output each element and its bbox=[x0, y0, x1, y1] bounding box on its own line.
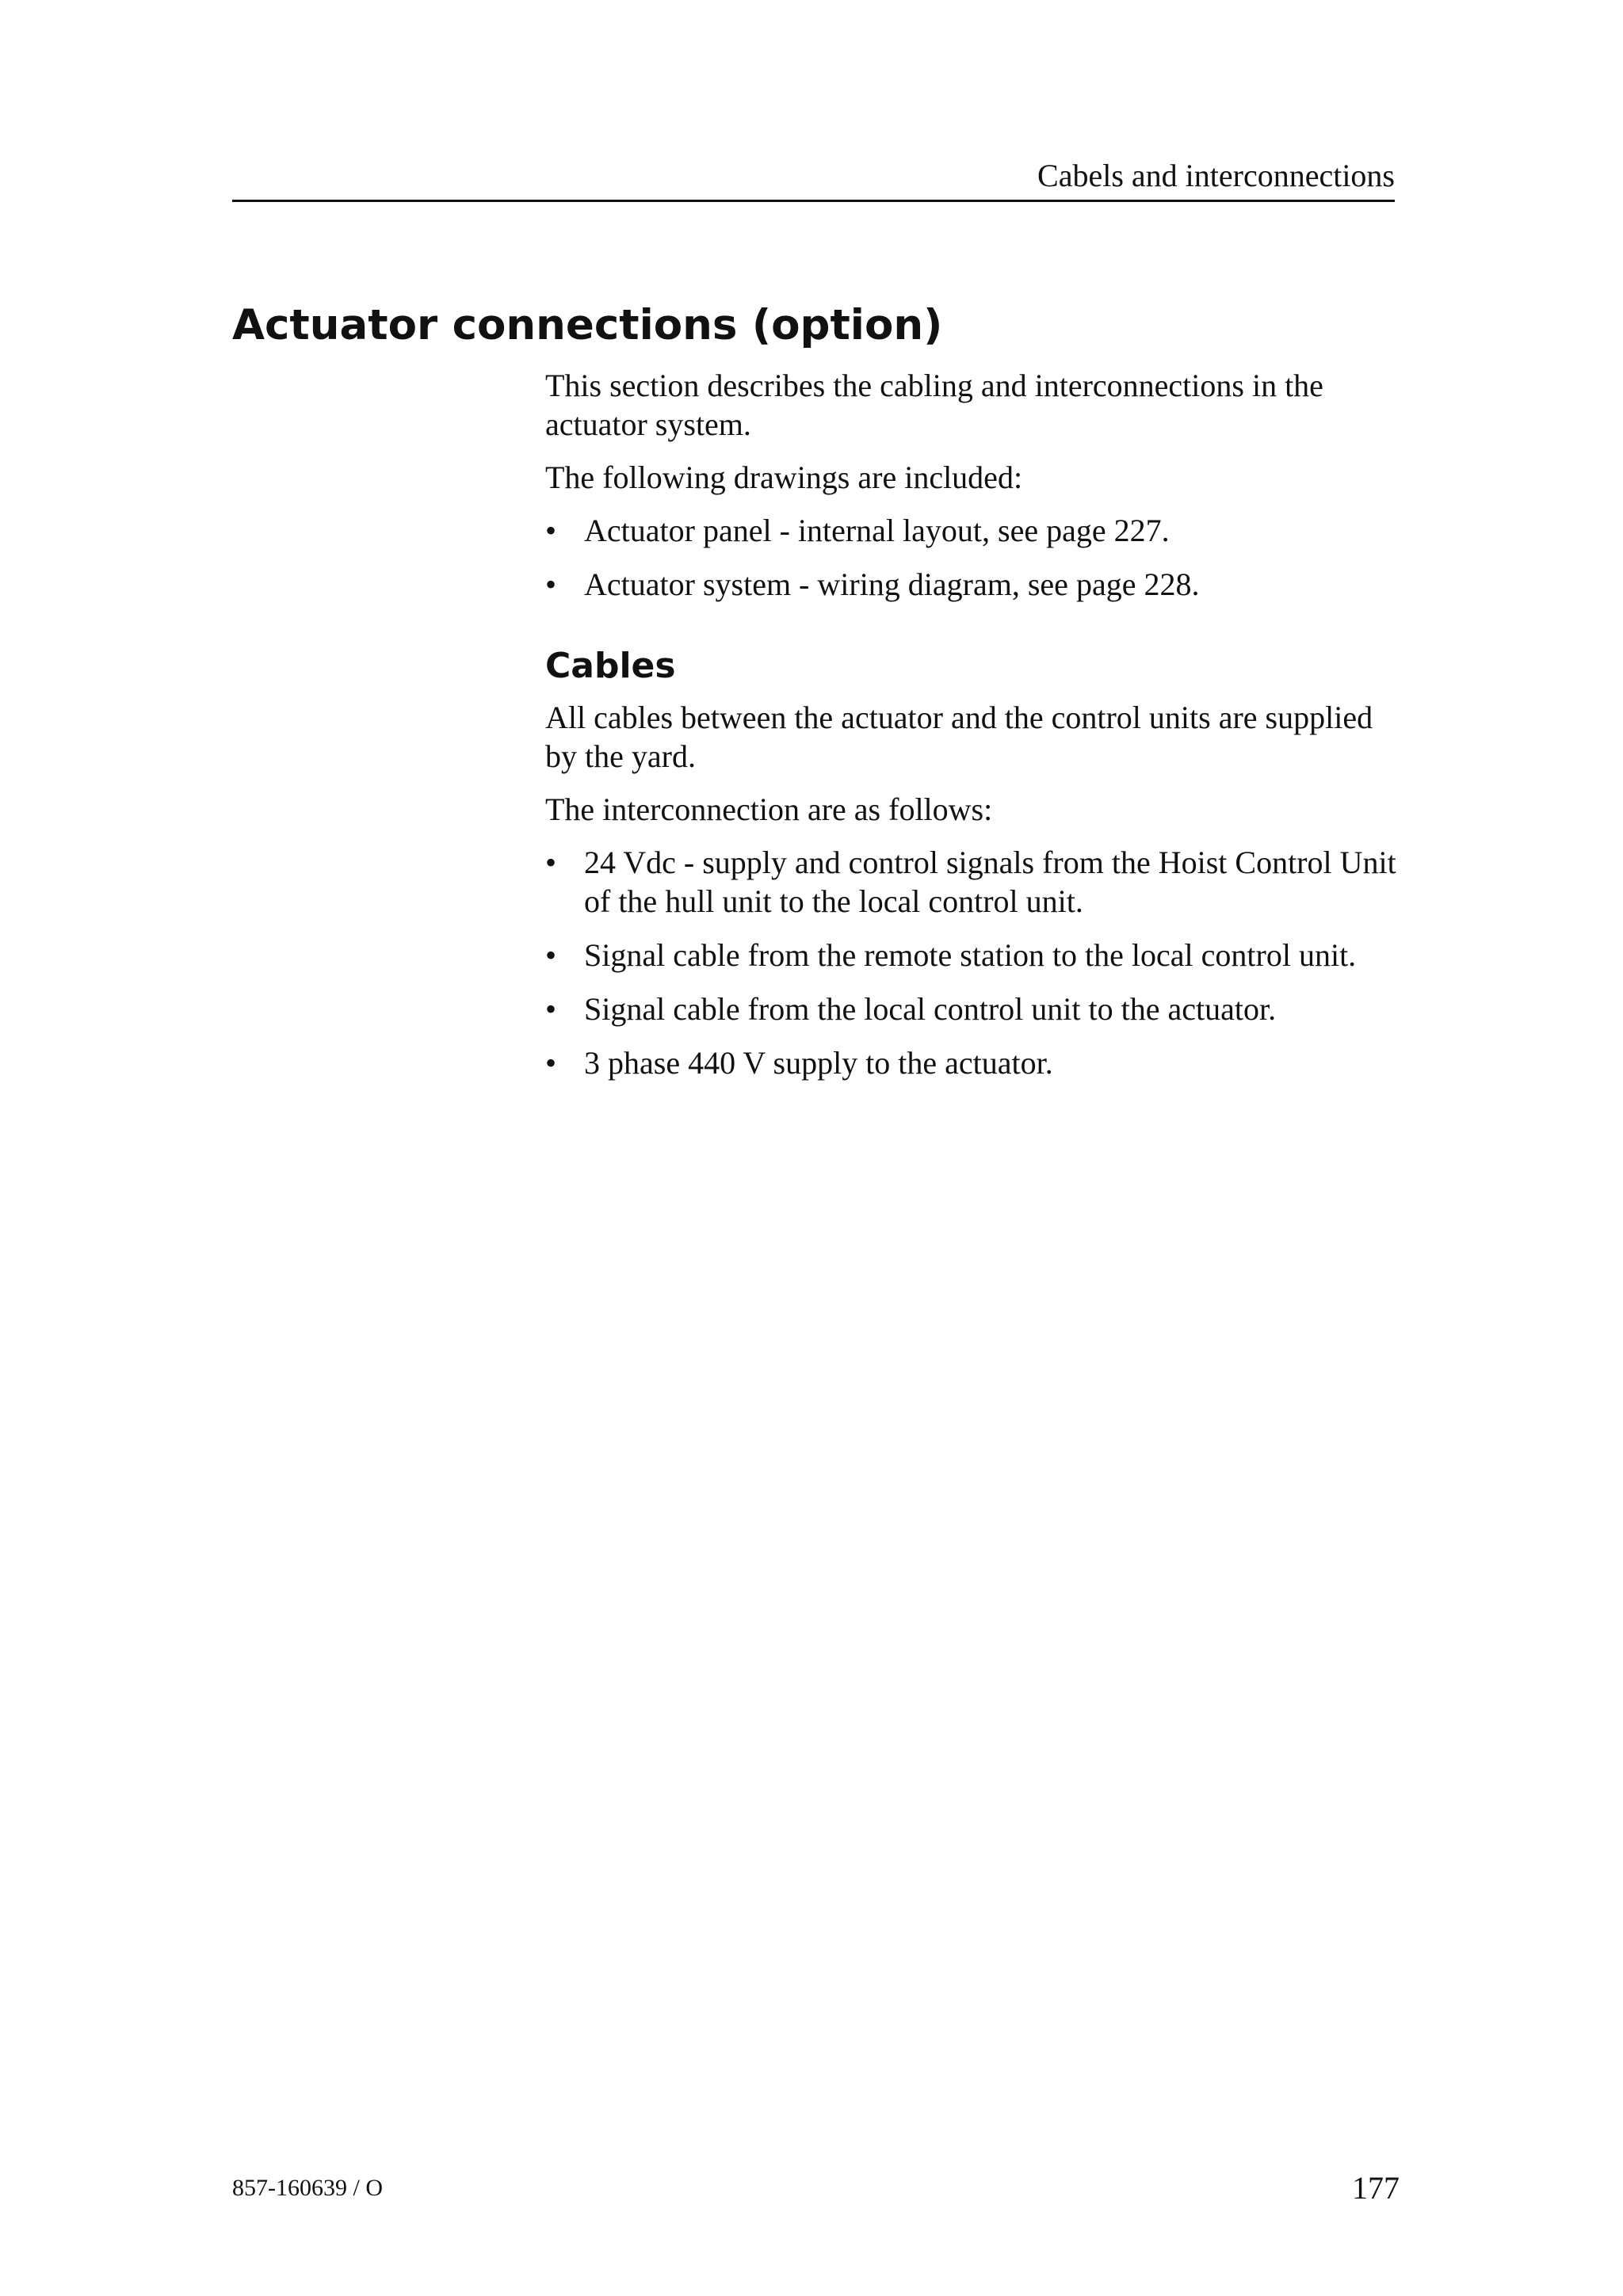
drawings-list bbox=[545, 511, 1401, 604]
list-item-text: Actuator system - wiring diagram, see page 228. bbox=[584, 566, 1200, 602]
cables-list bbox=[545, 843, 1401, 1082]
list-item bbox=[545, 843, 1401, 921]
list-item bbox=[545, 565, 1401, 604]
bullet-icon: • bbox=[545, 1045, 557, 1081]
list-item bbox=[545, 936, 1401, 974]
list-item-text: 24 Vdc - supply and control signals from the Hoist Control Unit of the hull unit to the local control unit. bbox=[584, 845, 1396, 919]
header-rule bbox=[232, 200, 1395, 202]
drawings-intro: The following drawings are included: bbox=[545, 460, 1023, 495]
cables-intro: All cables between the actuator and the control units are supplied by the yard. bbox=[545, 700, 1373, 774]
list-item bbox=[545, 990, 1401, 1028]
bullet-icon: • bbox=[545, 991, 557, 1027]
section-intro: This section describes the cabling and interconnections in the actuator system. bbox=[545, 368, 1323, 442]
list-item bbox=[545, 511, 1401, 550]
list-item-text: Signal cable from the local control unit to the actuator. bbox=[584, 991, 1277, 1027]
footer-document-number: 857-160639 / O bbox=[232, 2175, 383, 2201]
body-column bbox=[545, 366, 1401, 1097]
cables-list-intro: The interconnection are as follows: bbox=[545, 791, 993, 827]
section-title: Actuator connections (option) bbox=[232, 301, 943, 349]
footer-page-number: 177 bbox=[1352, 2170, 1400, 2206]
bullet-icon: • bbox=[545, 937, 557, 973]
bullet-icon: • bbox=[545, 845, 557, 880]
list-item-text: 3 phase 440 V supply to the actuator. bbox=[584, 1045, 1053, 1081]
list-item bbox=[545, 1043, 1401, 1082]
bullet-icon: • bbox=[545, 566, 557, 602]
running-header: Cabels and interconnections bbox=[1037, 158, 1395, 193]
subsection-title-cables: Cables bbox=[545, 646, 676, 686]
bullet-icon: • bbox=[545, 513, 557, 548]
list-item-text: Actuator panel - internal layout, see page 227. bbox=[584, 513, 1170, 548]
list-item-text: Signal cable from the remote station to the local control unit. bbox=[584, 937, 1357, 973]
